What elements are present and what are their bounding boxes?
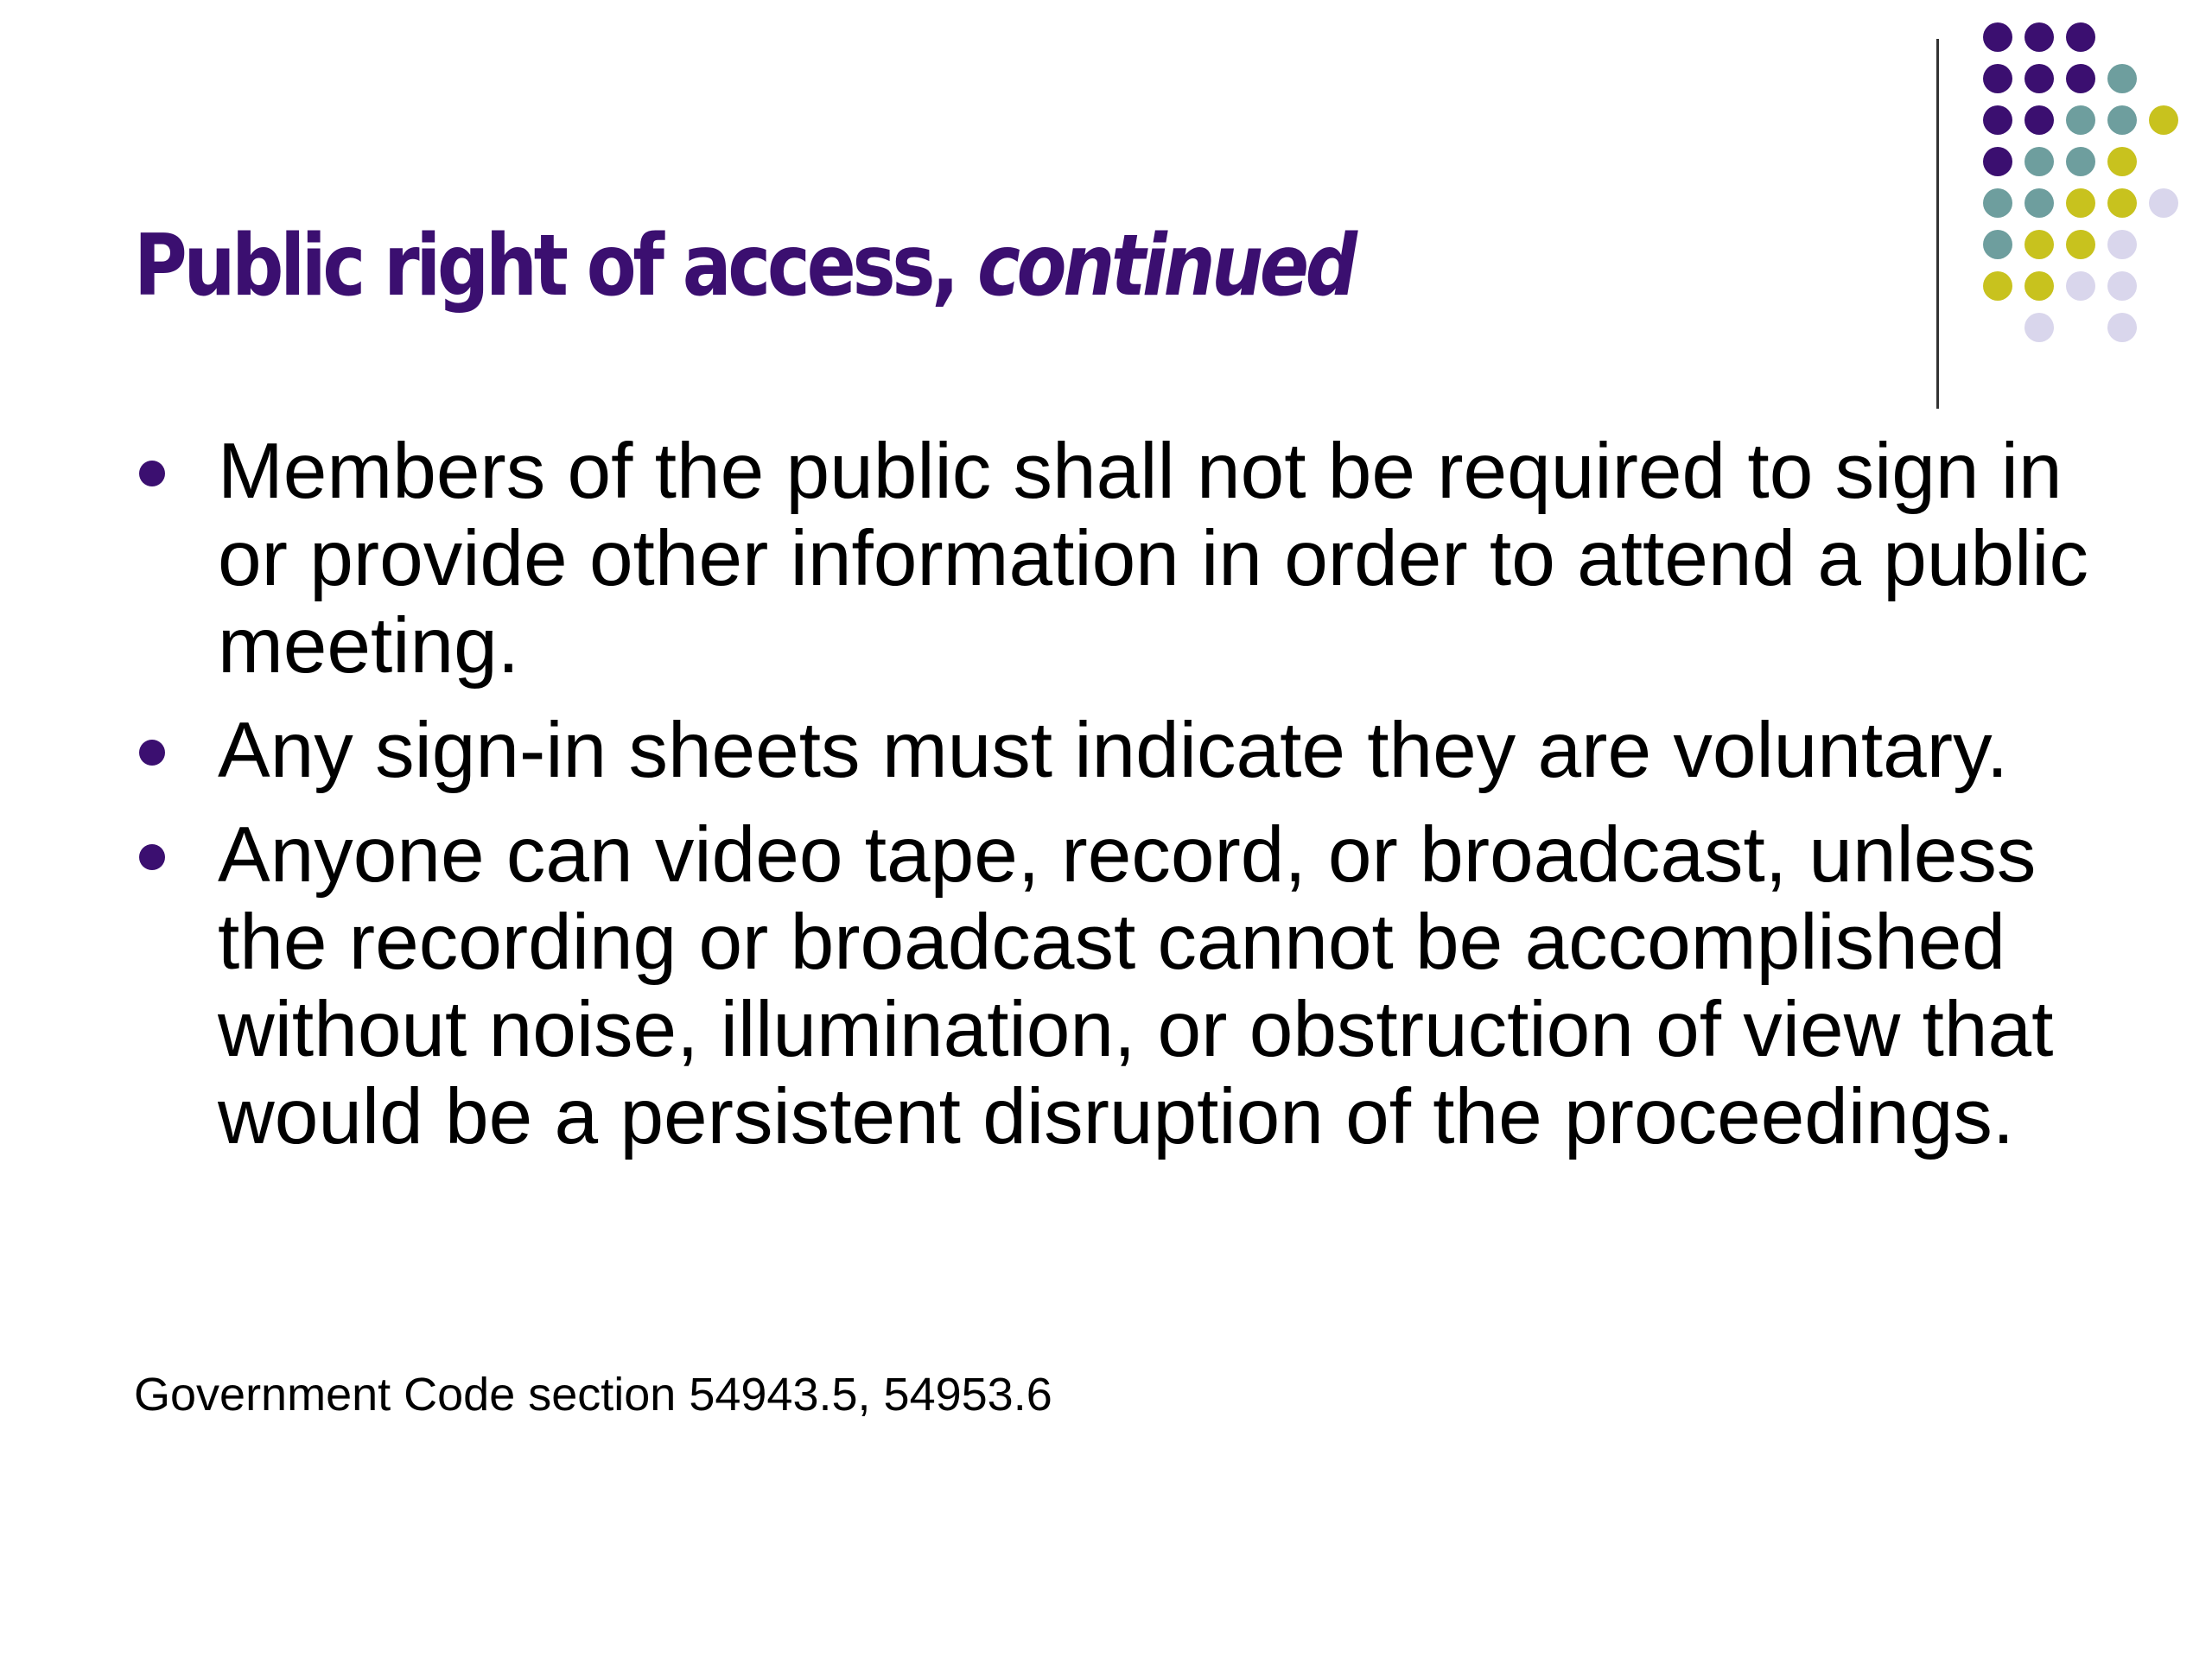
bullet-text: Anyone can video tape, record, or broadcast, unless the recording or broadcast cannot be accomplished without noise, illumination, or obstruction of view that would be a persistent disruption of the proceedings.: [218, 811, 2054, 1160]
citation-footnote: Government Code section 54943.5, 54953.6: [134, 1369, 1052, 1421]
decorative-dot: [2024, 188, 2054, 218]
decorative-dot: [2024, 22, 2054, 52]
decorative-dot: [2024, 105, 2054, 135]
decorative-dot: [2024, 230, 2054, 259]
decorative-dot: [2107, 313, 2137, 342]
decorative-dot: [2149, 105, 2178, 135]
decorative-dot: [2149, 188, 2178, 218]
decorative-dot: [2066, 147, 2095, 176]
decorative-dot: [2107, 147, 2137, 176]
slide-title: [134, 217, 1354, 315]
decorative-dot: [2024, 313, 2054, 342]
bullet-item: [134, 707, 2121, 794]
decorative-dot: [2066, 188, 2095, 218]
decorative-dot: [2066, 22, 2095, 52]
decorative-dot: [1983, 230, 2012, 259]
decorative-dot: [2107, 230, 2137, 259]
decorative-dot: [2024, 64, 2054, 93]
bullet-dot-icon: [139, 740, 165, 766]
decorative-dot: [2066, 271, 2095, 301]
title-main: Public right of access,: [134, 217, 977, 315]
decorative-dot: [1983, 188, 2012, 218]
title-italic: continued: [976, 217, 1354, 315]
decorative-dot: [2107, 188, 2137, 218]
header-divider: [1936, 39, 1939, 409]
decorative-dot: [2107, 105, 2137, 135]
decorative-dot: [2107, 64, 2137, 93]
decorative-dot: [1983, 64, 2012, 93]
decorative-dot: [2024, 147, 2054, 176]
bullet-list: [134, 428, 2121, 1178]
bullet-text: Members of the public shall not be required to sign in or provide other information in order to attend a public meeting.: [218, 428, 2089, 690]
bullet-text: Any sign-in sheets must indicate they are voluntary.: [218, 707, 2009, 794]
bullet-item: [134, 811, 2121, 1160]
decorative-dot: [2066, 230, 2095, 259]
bullet-dot-icon: [139, 461, 165, 486]
decorative-dot: [1983, 22, 2012, 52]
bullet-dot-icon: [139, 844, 165, 870]
bullet-item: [134, 428, 2121, 690]
decorative-dot: [1983, 105, 2012, 135]
decorative-dot: [1983, 147, 2012, 176]
decorative-dot: [2107, 271, 2137, 301]
decorative-dot: [2066, 64, 2095, 93]
decorative-dot: [2066, 105, 2095, 135]
decorative-dot: [2024, 271, 2054, 301]
decorative-dot: [1983, 271, 2012, 301]
